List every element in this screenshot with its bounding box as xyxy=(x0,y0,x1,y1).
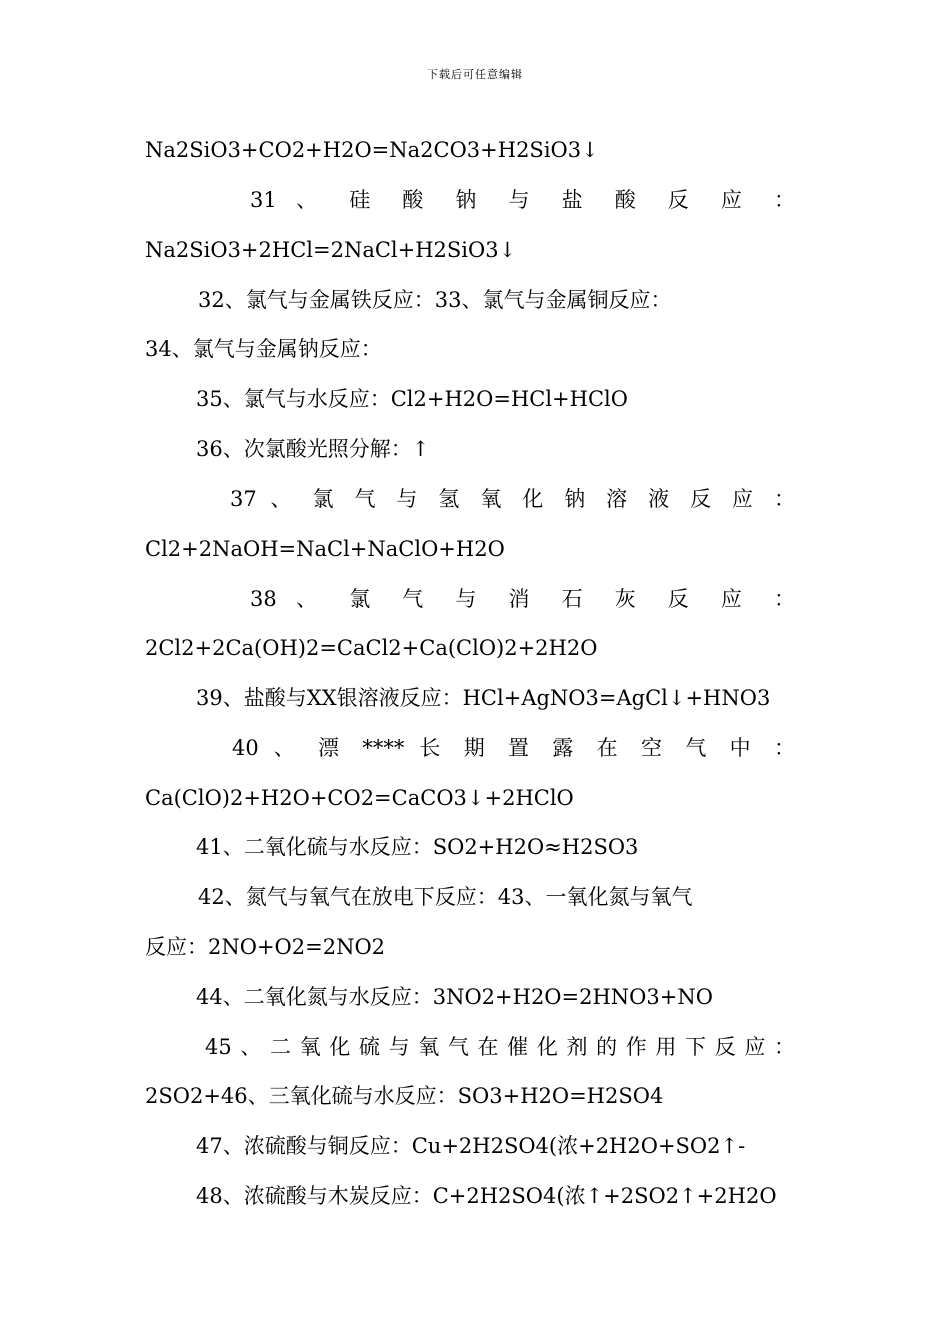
text-line: 41、二氧化硫与水反应：SO2+H2O≈H2SO3 xyxy=(196,835,639,859)
page-header: 下载后可任意编辑 xyxy=(427,68,523,81)
text-line: 42、氮气与氧气在放电下反应：43、一氧化氮与氧气 xyxy=(198,885,693,909)
text-line: Ca(ClO)2+H2O+CO2=CaCO3↓+2HClO xyxy=(145,786,574,810)
text-line: 48、浓硫酸与木炭反应：C+2H2SO4(浓↑+2SO2↑+2H2O xyxy=(196,1184,777,1208)
text-line: Na2SiO3+2HCl=2NaCl+H2SiO3↓ xyxy=(145,238,517,262)
text-line: 45、二氧化硫与氧气在催化剂的作用下反应： xyxy=(205,1035,795,1059)
text-line: 40 、 漂 **** 长 期 置 露 在 空 气 中 ： xyxy=(232,736,795,760)
text-line: 47、浓硫酸与铜反应：Cu+2H2SO4(浓+2H2O+SO2↑- xyxy=(196,1134,746,1158)
text-line: 31 、 硅 酸 钠 与 盐 酸 反 应 ： xyxy=(250,188,795,212)
text-line: 36、次氯酸光照分解：↑ xyxy=(196,437,430,461)
text-line: 44、二氧化氮与水反应：3NO2+H2O=2HNO3+NO xyxy=(196,985,713,1009)
text-line: 35、氯气与水反应：Cl2+H2O=HCl+HClO xyxy=(196,387,628,411)
text-line: 38 、 氯 气 与 消 石 灰 反 应 ： xyxy=(250,587,795,611)
text-line: 2SO2+46、三氧化硫与水反应：SO3+H2O=H2SO4 xyxy=(145,1084,664,1108)
text-line: 39、盐酸与XX银溶液反应：HCl+AgNO3=AgCl↓+HNO3 xyxy=(196,686,771,710)
text-line: 34、氯气与金属钠反应： xyxy=(145,337,382,361)
text-line: 32、氯气与金属铁反应：33、氯气与金属铜反应： xyxy=(198,288,672,312)
text-line: Na2SiO3+CO2+H2O=Na2CO3+H2SiO3↓ xyxy=(145,138,599,162)
text-line: 2Cl2+2Ca(OH)2=CaCl2+Ca(ClO)2+2H2O xyxy=(145,636,598,660)
text-line: 反应：2NO+O2=2NO2 xyxy=(145,935,386,959)
text-line: 37 、 氯 气 与 氢 氧 化 钠 溶 液 反 应 ： xyxy=(230,487,795,511)
text-line: Cl2+2NaOH=NaCl+NaClO+H2O xyxy=(145,537,505,561)
